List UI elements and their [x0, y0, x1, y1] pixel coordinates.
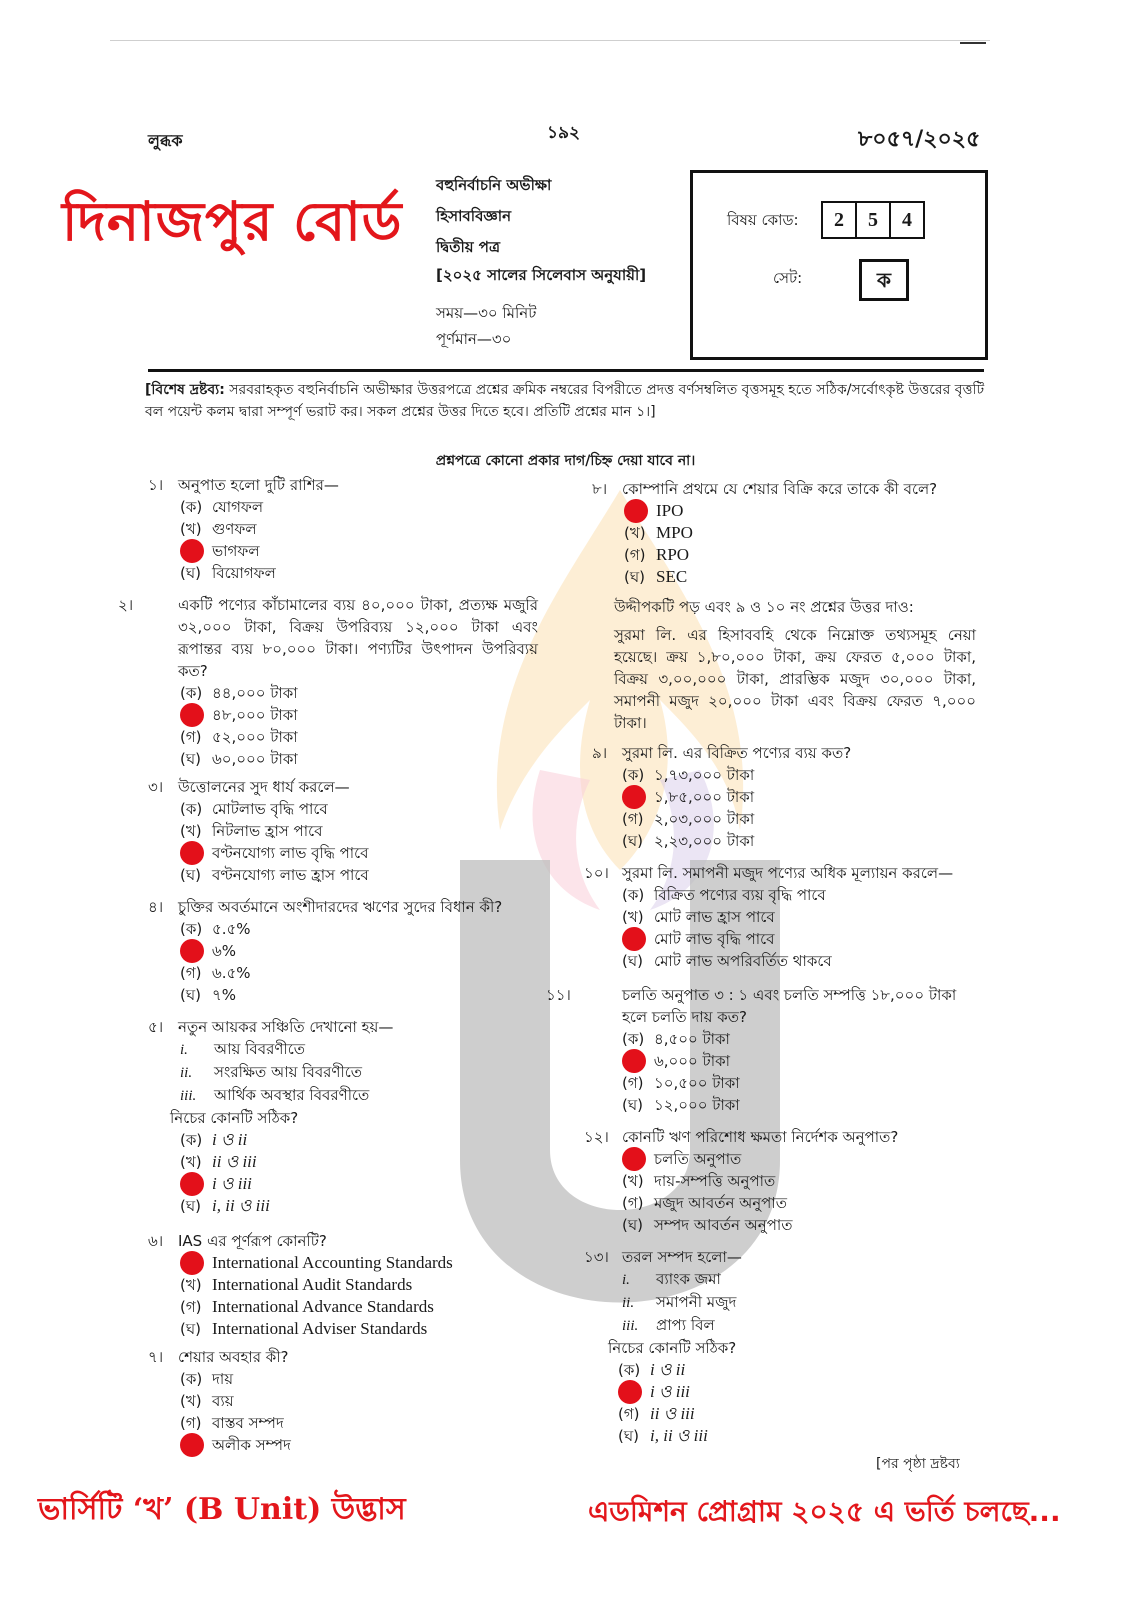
option-text: ii ও iii: [212, 1152, 257, 1171]
option-text: ব্যয়: [212, 1392, 234, 1410]
statement: [148, 1061, 548, 1084]
option[interactable]: [622, 1192, 1004, 1214]
option[interactable]: [622, 1214, 1004, 1236]
option-text: International Accounting Standards: [212, 1253, 453, 1272]
option-text: ১,৭৩,০০০ টাকা: [654, 766, 755, 784]
option-text: ৪,৫০০ টাকা: [654, 1030, 730, 1048]
code-digit: 2: [821, 201, 857, 239]
question-number: ৫।: [148, 1018, 164, 1036]
question-number: ১০।: [584, 864, 609, 882]
filled-answer-dot: [180, 703, 204, 727]
option-label: (ঘ): [618, 1427, 639, 1445]
stimulus-passage: [614, 596, 976, 734]
option-text: ৪৪,০০০ টাকা: [212, 684, 298, 702]
question-8: [592, 478, 992, 588]
question-3: [148, 776, 548, 886]
option-label: (গ): [180, 1414, 202, 1432]
option-label: (ক): [180, 684, 203, 702]
option-text: ৪৮,০০০ টাকা: [212, 706, 298, 724]
option-text: দায়: [212, 1370, 234, 1388]
option-text: International Audit Standards: [212, 1275, 413, 1294]
option-text: ৫২,০০০ টাকা: [212, 728, 298, 746]
option-label: (গ): [622, 1194, 644, 1212]
option-text: ৬০,০০০ টাকা: [212, 750, 298, 768]
option-text: ৬.৫%: [212, 964, 251, 982]
statement-text: সমাপনী মজুদ: [656, 1293, 737, 1311]
option-text: বিয়োগফল: [212, 564, 276, 582]
statement: [584, 1314, 984, 1337]
syllabus-note: [২০২৫ সালের সিলেবাস অনুযায়ী]: [436, 266, 647, 284]
option-label: (খ): [180, 1276, 202, 1294]
question-5: [148, 1016, 548, 1217]
special-note: [145, 379, 985, 423]
option-label: (খ): [622, 1172, 644, 1190]
question-11: [546, 984, 980, 1116]
option-text: International Adviser Standards: [212, 1319, 428, 1338]
option-label: (ক): [180, 498, 203, 516]
option-label: (ক): [180, 920, 203, 938]
option[interactable]: [180, 1195, 548, 1217]
option[interactable]: [622, 906, 1004, 928]
option[interactable]: [622, 830, 992, 852]
option-text: RPO: [656, 545, 690, 564]
option-text: i ও ii: [212, 1130, 248, 1149]
option-text: নিটলাভ হ্রাস পাবে: [212, 822, 323, 840]
option-label: (গ): [622, 810, 644, 828]
subject-code-cells: [821, 201, 925, 239]
option[interactable]: [622, 808, 992, 830]
option[interactable]: [622, 1094, 980, 1116]
option[interactable]: [622, 1170, 1004, 1192]
question-number: ৩।: [148, 778, 164, 796]
option-text: i, ii ও iii: [650, 1426, 708, 1445]
option-selected[interactable]: [180, 1173, 548, 1195]
statement: [148, 1084, 548, 1107]
code-digit: 5: [857, 201, 891, 239]
option-selected[interactable]: [180, 940, 568, 962]
subject-name: হিসাববিজ্ঞান: [436, 207, 512, 225]
option-text: মজুদ আবর্তন অনুপাত: [654, 1194, 787, 1212]
option[interactable]: [618, 1403, 984, 1425]
option[interactable]: [622, 1028, 980, 1050]
option-text: ১০,৫০০ টাকা: [654, 1074, 740, 1092]
statement-number: i.: [622, 1272, 630, 1288]
question-number: ১।: [148, 476, 164, 494]
question-stem: চুক্তির অবর্তমানে অংশীদারদের ঋণের সুদের বিধান কী?: [178, 898, 503, 916]
page-number: ১৯২: [547, 123, 581, 143]
option-text: বিক্রিত পণ্যের ব্যয় বৃদ্ধি পাবে: [654, 886, 826, 904]
option[interactable]: [624, 522, 992, 544]
option-text: ৬%: [212, 942, 237, 960]
option-text: বণ্টনযোগ্য লাভ হ্রাস পাবে: [212, 866, 369, 884]
option-label: (গ): [180, 964, 202, 982]
filled-answer-dot: [180, 539, 204, 563]
statement-text: আর্থিক অবস্থার বিবরণীতে: [214, 1086, 370, 1104]
option-text: ii ও iii: [650, 1404, 695, 1423]
question-stem: চলতি অনুপাত ৩ : ১ এবং চলতি সম্পত্তি ১৮,০০০ টাকা হলে চলতি দায় কত?: [622, 986, 957, 1026]
which-correct: নিচের কোনটি সঠিক?: [170, 1109, 299, 1127]
top-dash: [960, 42, 986, 44]
set-label: সেট:: [773, 269, 803, 287]
question-12: [584, 1126, 1004, 1236]
option-text: মোট লাভ হ্রাস পাবে: [654, 908, 775, 926]
option-text: গুণফল: [212, 520, 257, 538]
option[interactable]: [180, 496, 548, 518]
option-text: বণ্টনযোগ্য লাভ বৃদ্ধি পাবে: [212, 844, 369, 862]
option-label: (ঘ): [180, 750, 201, 768]
option[interactable]: [180, 1129, 548, 1151]
question-13: [584, 1246, 984, 1447]
option-text: ২,০৩,০০০ টাকা: [654, 810, 755, 828]
question-6: [148, 1230, 568, 1340]
option-label: (গ): [180, 1298, 202, 1316]
filled-answer-dot: [618, 1380, 642, 1404]
option[interactable]: [180, 864, 548, 886]
option[interactable]: [180, 1390, 548, 1412]
option-label: (গ): [622, 1074, 644, 1092]
code-digit: 4: [891, 201, 925, 239]
option-text: ভাগফল: [212, 542, 260, 560]
question-9: [592, 742, 992, 852]
option-label: (ক): [622, 886, 645, 904]
option-text: i ও ii: [650, 1360, 686, 1379]
option-text: SEC: [656, 567, 688, 586]
question-stem: একটি পণ্যের কাঁচামালের ব্যয় ৪০,০০০ টাকা, প্রত্যক্ষ মজুরি ৩২,০০০ টাকা, বিক্রয় উপরিব্যয় ১২,০০০ টাকা এবং রূপান্তর ব্যয় ৮০,০০০ টাকা। পণ্যটির উৎপাদন উপরিব্যয় কত?: [178, 596, 538, 680]
option[interactable]: [180, 1368, 548, 1390]
option-text: ২,২৩,০০০ টাকা: [654, 832, 755, 850]
statement: [584, 1268, 984, 1291]
option-label: (খ): [622, 908, 644, 926]
option[interactable]: [180, 984, 568, 1006]
option[interactable]: [622, 764, 992, 786]
option-selected[interactable]: [180, 1252, 568, 1274]
option[interactable]: [180, 1274, 568, 1296]
option-text: দায়-সম্পত্তি অনুপাত: [654, 1172, 776, 1190]
question-stem: সুরমা লি. এর বিক্রিত পণ্যের ব্যয় কত?: [622, 744, 852, 762]
statement-number: ii.: [180, 1065, 193, 1081]
option[interactable]: [180, 1412, 548, 1434]
passage-text: সুরমা লি. এর হিসাববহি থেকে নিম্নোক্ত তথ্যসমূহ নেয়া হয়েছে। ক্রয় ১,৮০,০০০ টাকা, ক্রয় ফেরত ৫,০০০ টাকা, বিক্রয় ৩,০০,০০০ টাকা, প্রারম্ভিক মজুদ ৩০,০০০ টাকা, সমাপনী মজুদ ২০,০০০ টাকা এবং বিক্রয় ফেরত ৭,০০০ টাকা।: [614, 626, 976, 732]
option-label: (খ): [180, 1153, 202, 1171]
option-label: (ক): [618, 1361, 641, 1379]
filled-answer-dot: [622, 927, 646, 951]
option[interactable]: [622, 884, 1004, 906]
note-label: [বিশেষ দ্রষ্টব্য:: [145, 382, 225, 398]
question-number: ১১।: [546, 986, 571, 1004]
option-text: মোট লাভ বৃদ্ধি পাবে: [654, 930, 775, 948]
statement-number: i.: [180, 1042, 188, 1058]
question-stem: কোনটি ঋণ পরিশোধ ক্ষমতা নির্দেশক অনুপাত?: [622, 1128, 899, 1146]
option[interactable]: [180, 748, 538, 770]
option[interactable]: [180, 682, 538, 704]
question-2: [118, 594, 538, 770]
full-marks: পূর্ণমান—৩০: [436, 330, 512, 348]
footer-right-banner: এডমিশন প্রোগ্রাম ২০২৫ এ ভর্তি চলছে...: [588, 1495, 1061, 1528]
statement-text: আয় বিবরণীতে: [214, 1040, 305, 1058]
option-label: (ক): [622, 1030, 645, 1048]
set-value: ক: [859, 259, 909, 301]
question-stem: অনুপাত হলো দুটি রাশির—: [178, 476, 339, 494]
option[interactable]: [180, 1296, 568, 1318]
option-label: (ঘ): [180, 986, 201, 1004]
filled-answer-dot: [180, 1172, 204, 1196]
option-label: (গ): [618, 1405, 640, 1423]
question-number: ৭।: [148, 1348, 164, 1366]
option-label: (খ): [180, 1392, 202, 1410]
option-selected[interactable]: [622, 786, 992, 808]
filled-answer-dot: [180, 1433, 204, 1457]
option-text: চলতি অনুপাত: [654, 1150, 742, 1168]
option-text: সম্পদ আবর্তন অনুপাত: [654, 1216, 793, 1234]
exam-type: বহুনির্বাচনি অভীক্ষা: [436, 176, 552, 194]
filled-answer-dot: [622, 1147, 646, 1171]
question-stem: IAS এর পূর্ণরূপ কোনটি?: [178, 1232, 327, 1250]
option-label: (ঘ): [622, 832, 643, 850]
subject-code-label: বিষয় কোড:: [727, 211, 799, 229]
option-label: (ঘ): [624, 568, 645, 586]
option-label: (ক): [622, 766, 645, 784]
filled-answer-dot: [180, 841, 204, 865]
option[interactable]: [618, 1425, 984, 1447]
footer-left-banner: ভার্সিটি ‘খ’ (B Unit) উদ্ভাস: [38, 1492, 406, 1527]
option[interactable]: [180, 518, 548, 540]
option-text: যোগফল: [212, 498, 264, 516]
question-number: ২।: [118, 596, 134, 614]
option-text: ১২,০০০ টাকা: [654, 1096, 740, 1114]
question-4: [148, 896, 568, 1006]
statement-number: ii.: [622, 1295, 635, 1311]
option-text: মোট লাভ অপরিবর্তিত থাকবে: [654, 952, 832, 970]
option-text: ১,৮৫,০০০ টাকা: [654, 788, 755, 806]
filled-answer-dot: [622, 1049, 646, 1073]
filled-answer-dot: [180, 939, 204, 963]
option-label: (ক): [180, 800, 203, 818]
exam-time: সময়—৩০ মিনিট: [436, 304, 537, 322]
option[interactable]: [624, 566, 992, 588]
paper-code: ৮০৫৭/২০২৫: [858, 127, 981, 152]
question-stem: উত্তোলনের সুদ ধার্য করলে—: [178, 778, 350, 796]
option-text: i ও iii: [650, 1382, 690, 1401]
option-text: অলীক সম্পদ: [212, 1436, 291, 1454]
statement-number: iii.: [180, 1088, 197, 1104]
option[interactable]: [180, 918, 568, 940]
which-correct: নিচের কোনটি সঠিক?: [608, 1339, 737, 1357]
question-10: [584, 862, 1004, 972]
option[interactable]: [180, 726, 538, 748]
option[interactable]: [180, 1151, 548, 1173]
option[interactable]: [618, 1359, 984, 1381]
option-label: (খ): [180, 520, 202, 538]
option-label: (গ): [624, 546, 646, 564]
option-label: (ক): [180, 1131, 203, 1149]
option-selected[interactable]: [180, 1434, 548, 1456]
option-label: (ঘ): [180, 1197, 201, 1215]
question-stem: সুরমা লি. সমাপনী মজুদ পণ্যের অধিক মূল্যায়ন করলে—: [622, 864, 954, 882]
passage-lead: উদ্দীপকটি পড় এবং ৯ ও ১০ নং প্রশ্নের উত্তর দাও:: [614, 598, 914, 616]
option-selected[interactable]: [618, 1381, 984, 1403]
option-selected[interactable]: [622, 1050, 980, 1072]
question-stem: কোম্পানি প্রথমে যে শেয়ার বিক্রি করে তাকে কী বলে?: [622, 480, 938, 498]
header-left-text: লুব্ধক: [148, 131, 183, 150]
question-number: ৮।: [592, 480, 608, 498]
option[interactable]: [624, 544, 992, 566]
option-label: (ঘ): [622, 1216, 643, 1234]
question-stem: নতুন আয়কর সঞ্চিতি দেখানো হয়—: [178, 1018, 394, 1036]
option-label: (খ): [180, 822, 202, 840]
filled-answer-dot: [624, 499, 648, 523]
option-label: (ঘ): [622, 1096, 643, 1114]
option-label: (ঘ): [622, 952, 643, 970]
option-text: মোটলাভ বৃদ্ধি পাবে: [212, 800, 328, 818]
option[interactable]: [180, 962, 568, 984]
option-label: (ঘ): [180, 564, 201, 582]
subject-code-box: [690, 170, 988, 360]
question-number: ৯।: [592, 744, 608, 762]
statement-text: প্রাপ্য বিল: [656, 1316, 715, 1334]
option-text: i ও iii: [212, 1174, 252, 1193]
top-scan-line: [110, 40, 990, 41]
note-text: সরবরাহকৃত বহুনির্বাচনি অভীক্ষার উত্তরপত্রে প্রশ্নের ক্রমিক নম্বরের বিপরীতে প্রদত্ত বর্ণসম্বলিত বৃত্তসমূহ হতে সঠিক/সর্বোৎকৃষ্ট উত্তরের বৃত্তটি বল পয়েন্ট কলম দ্বারা সম্পূর্ণ ভরাট কর। সকল প্রশ্নের উত্তর দিতে হবে। প্রতিটি প্রশ্নের মান ১।]: [145, 382, 985, 420]
option-label: (ক): [180, 1370, 203, 1388]
option-label: (গ): [180, 728, 202, 746]
question-number: ১৩।: [584, 1248, 609, 1266]
option-text: IPO: [656, 501, 684, 520]
option-label: (ঘ): [180, 1320, 201, 1338]
question-1: [148, 474, 548, 584]
filled-answer-dot: [622, 785, 646, 809]
paper-name: দ্বিতীয় পত্র: [436, 238, 501, 256]
option-label: (ঘ): [180, 866, 201, 884]
question-7: [148, 1346, 548, 1456]
question-number: ৬।: [148, 1232, 164, 1250]
statement: [584, 1291, 984, 1314]
statement-text: সংরক্ষিত আয় বিবরণীতে: [214, 1063, 363, 1081]
option-text: বাস্তব সম্পদ: [212, 1414, 284, 1432]
option-text: ৭%: [212, 986, 237, 1004]
question-number: ৪।: [148, 898, 164, 916]
question-stem: তরল সম্পদ হলো—: [622, 1248, 742, 1266]
filled-answer-dot: [180, 1251, 204, 1275]
option-selected[interactable]: [180, 842, 548, 864]
option[interactable]: [180, 798, 548, 820]
page-turn-note: [পর পৃষ্ঠা দ্রষ্টব্য: [876, 1456, 960, 1472]
option[interactable]: [622, 950, 1004, 972]
option[interactable]: [180, 562, 548, 584]
option[interactable]: [622, 1072, 980, 1094]
option-text: ৫.৫%: [212, 920, 251, 938]
option-selected[interactable]: [180, 704, 538, 726]
question-number: ১২।: [584, 1128, 609, 1146]
statement-number: iii.: [622, 1318, 639, 1334]
statement-text: ব্যাংক জমা: [656, 1270, 721, 1288]
option-text: MPO: [656, 523, 693, 542]
option-selected[interactable]: [622, 1148, 1004, 1170]
option-selected[interactable]: [622, 928, 1004, 950]
option-text: i, ii ও iii: [212, 1196, 270, 1215]
header-rule: [148, 369, 984, 372]
option-selected[interactable]: [624, 500, 992, 522]
option[interactable]: [180, 1318, 568, 1340]
instruction: প্রশ্নপত্রে কোনো প্রকার দাগ/চিহ্ন দেয়া যাবে না।: [435, 453, 696, 469]
option-text: ৬,০০০ টাকা: [654, 1052, 730, 1070]
statement: [148, 1038, 548, 1061]
question-stem: শেয়ার অবহার কী?: [178, 1348, 289, 1366]
option[interactable]: [180, 820, 548, 842]
board-title: দিনাজপুর বোর্ড: [62, 189, 403, 253]
option-text: International Advance Standards: [212, 1297, 434, 1316]
option-selected[interactable]: [180, 540, 548, 562]
option-label: (খ): [624, 524, 646, 542]
